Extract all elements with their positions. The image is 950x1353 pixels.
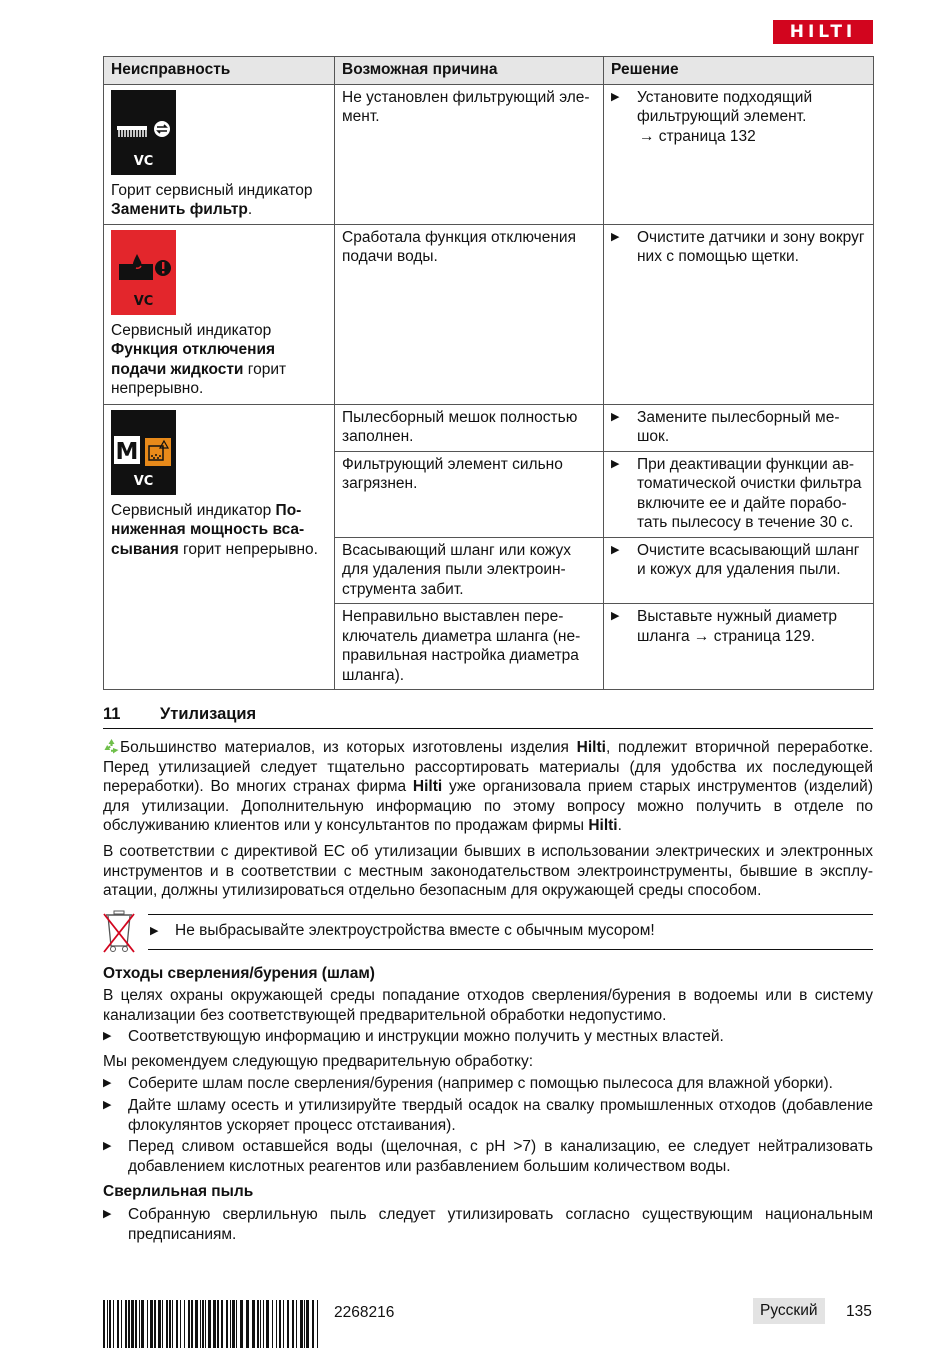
- bullet-icon: ▶: [611, 90, 620, 103]
- barcode-bar: [131, 1300, 134, 1348]
- bullet-icon: ▶: [150, 925, 159, 937]
- recycle-icon: [103, 738, 120, 755]
- barcode-bar: [312, 1300, 314, 1348]
- section-heading: [103, 705, 873, 729]
- barcode-bar: [283, 1300, 284, 1348]
- barcode-bar: [208, 1300, 211, 1348]
- page-number: 135: [846, 1303, 872, 1320]
- table-row: [104, 84, 874, 224]
- barcode-bar: [128, 1300, 130, 1348]
- barcode-bar: [205, 1300, 206, 1348]
- barcode-bar: [169, 1300, 171, 1348]
- warning-text: Не выбрасывайте электроустройства вместе с обычным мусором!: [175, 922, 655, 939]
- barcode-bar: [166, 1300, 168, 1348]
- document-code: 2268216: [334, 1304, 395, 1321]
- drilling-waste-paragraph: В целях охраны окружающей среды попадание отходов сверления/бурения в водоемы или в систему канализации без соответствующей предварительной обработки недопустимо.: [103, 987, 873, 1024]
- section-number: 11: [103, 705, 121, 723]
- fault-cell: [104, 84, 335, 224]
- subheading-drill-dust: Сверлильная пыль: [103, 1183, 254, 1200]
- barcode-bar: [121, 1300, 122, 1348]
- barcode-bar: [260, 1300, 261, 1348]
- barcode-bar: [202, 1300, 204, 1348]
- barcode-bar: [257, 1300, 259, 1348]
- fault-cell: [104, 224, 335, 404]
- header-fault: Неисправность: [104, 57, 335, 85]
- cause-cell: Фильтрующий элемент сильно загрязнен.: [335, 451, 604, 537]
- waste-bin-icon: [102, 910, 136, 954]
- bullet-icon: ▶: [103, 1208, 112, 1220]
- barcode-bar: [232, 1300, 235, 1348]
- solution-cell: ▶ Замените пылесборный ме-шок.: [604, 404, 874, 451]
- barcode-bar: [252, 1300, 255, 1348]
- barcode-bar: [191, 1300, 193, 1348]
- cause-cell: Сработала функция отключения подачи воды.: [335, 224, 604, 404]
- barcode-bar: [125, 1300, 127, 1348]
- barcode-bar: [296, 1300, 297, 1348]
- bullet-icon: ▶: [103, 1140, 112, 1152]
- barcode-bar: [180, 1300, 181, 1348]
- cause-cell: Неправильно выставлен пере-ключатель диаметра шланга (не-правильная настройка диаметра шланга).: [335, 604, 604, 690]
- hilti-logo: HILTI: [773, 20, 873, 44]
- barcode-bar: [176, 1300, 178, 1348]
- barcode-bar: [276, 1300, 277, 1348]
- cause-cell: Всасывающий шланг или кожух для удаления пыли электроин-струмента забит.: [335, 537, 604, 604]
- bullet-icon: ▶: [103, 1099, 112, 1111]
- table-row: [104, 404, 874, 451]
- water-shutoff-icon: VC: [111, 230, 176, 315]
- bullet-icon: ▶: [611, 610, 620, 622]
- barcode: [103, 1300, 323, 1348]
- barcode-bar: [279, 1300, 281, 1348]
- barcode-bar: [213, 1300, 216, 1348]
- filter-replace-icon: VC: [111, 90, 176, 175]
- bullet-icon: ▶: [103, 1030, 112, 1042]
- barcode-bar: [300, 1300, 303, 1348]
- barcode-bar: [184, 1300, 185, 1348]
- fault-text: Горит сервисный индикатор Заменить фильтр.: [111, 181, 313, 218]
- solution-cell: ▶ Выставьте нужный диаметр шланга → страница 129.: [604, 604, 874, 690]
- barcode-bar: [107, 1300, 108, 1348]
- list-item: ▶ Собранную сверлильную пыль следует утилизировать согласно существующим национальным предписаниям.: [103, 1206, 873, 1243]
- barcode-bar: [317, 1300, 318, 1348]
- cause-cell: Пылесборный мешок полностью заполнен.: [335, 404, 604, 451]
- fault-cell: [104, 404, 335, 690]
- barcode-bar: [217, 1300, 219, 1348]
- bullet-icon: ▶: [611, 410, 620, 423]
- fault-text: Сервисный индикатор Функция отключения подачи жидкости горит непрерывно.: [111, 321, 287, 397]
- barcode-bar: [306, 1300, 309, 1348]
- warning-box: [148, 914, 873, 950]
- solution-cell: ▶ Установите подходящий фильтрующий элемент. → страница 132: [604, 84, 874, 224]
- recycling-paragraph: Большинство материалов, из которых изготовлены изделия Hilti, подлежит вторичной переработке. Перед утилизацией следует тщательно рассортировать материалы (для удобства их последующей переработки). Во многих странах фирма Hilti уже организовала прием старых инструментов (изделий) для утилизации. Дополнительную информацию по этому вопросу можно получить в отделе по обслуживанию клиентов или у консультантов по продажам фирмы Hilti.: [103, 739, 873, 834]
- svg-text:M: M: [115, 438, 139, 465]
- barcode-bar: [117, 1300, 119, 1348]
- directive-paragraph: В соответствии с директивой ЕС об утилизации бывших в использовании электрических и электронных инструментов и в соответствии с местным законодательством электроинструменты, бывшие в эксплу-атации, должны утилизироваться отдельно безопасным для окружающей среды способом.: [103, 843, 873, 899]
- barcode-bar: [139, 1300, 140, 1348]
- barcode-bar: [221, 1300, 223, 1348]
- barcode-bar: [287, 1300, 289, 1348]
- barcode-bar: [158, 1300, 161, 1348]
- barcode-bar: [263, 1300, 264, 1348]
- barcode-bar: [226, 1300, 228, 1348]
- section-title: Утилизация: [160, 705, 257, 723]
- header-solution: Решение: [604, 57, 874, 85]
- list-item: ▶ Соответствующую информацию и инструкции можно получить у местных властей.: [103, 1028, 724, 1045]
- barcode-bar: [236, 1300, 237, 1348]
- solution-cell: ▶ При деактивации функции ав-томатической очистки фильтра включите ее и дайте порабо-тать пылесосу в течение 30 с.: [604, 451, 874, 537]
- bullet-icon: ▶: [611, 543, 620, 556]
- list-item: ▶ Дайте шламу осесть и утилизируйте твердый осадок на свалку промышленных отходов (добавление флокулянтов ускоряет процесс отстаивания).: [103, 1097, 873, 1134]
- barcode-bar: [240, 1300, 243, 1348]
- barcode-bar: [103, 1300, 105, 1348]
- list-item: ▶ Соберите шлам после сверления/бурения (например с помощью пылесоса для влажной уборки).: [103, 1075, 833, 1092]
- barcode-bar: [150, 1300, 153, 1348]
- header-cause: Возможная причина: [335, 57, 604, 85]
- table-header-row: [104, 57, 874, 85]
- table-row: [104, 224, 874, 404]
- bullet-icon: ▶: [611, 230, 620, 243]
- bullet-icon: ▶: [611, 457, 620, 470]
- barcode-bar: [172, 1300, 173, 1348]
- reduced-suction-icon: M VC: [111, 410, 176, 495]
- subheading-drilling-waste: Отходы сверления/бурения (шлам): [103, 965, 375, 982]
- barcode-bar: [195, 1300, 198, 1348]
- cause-cell: Не установлен фильтрующий эле-мент.: [335, 84, 604, 224]
- barcode-bar: [147, 1300, 148, 1348]
- barcode-bar: [266, 1300, 269, 1348]
- barcode-bar: [135, 1300, 137, 1348]
- barcode-bar: [246, 1300, 249, 1348]
- barcode-bar: [292, 1300, 294, 1348]
- bullet-icon: ▶: [103, 1077, 112, 1089]
- barcode-bar: [141, 1300, 144, 1348]
- barcode-bar: [154, 1300, 156, 1348]
- barcode-bar: [162, 1300, 163, 1348]
- barcode-bar: [304, 1300, 305, 1348]
- barcode-bar: [113, 1300, 114, 1348]
- language-label: Русский: [753, 1298, 825, 1324]
- solution-cell: ▶ Очистите датчики и зону вокруг них с помощью щетки.: [604, 224, 874, 404]
- recommendation-paragraph: Мы рекомендуем следующую предварительную обработку:: [103, 1053, 534, 1070]
- barcode-bar: [200, 1300, 201, 1348]
- list-item: ▶ Перед сливом оставшейся воды (щелочная, с pH >7) в канализацию, ее следует нейтрализовать добавлением кислотных реагентов или разбавлением большим количеством воды.: [103, 1138, 873, 1175]
- barcode-bar: [272, 1300, 273, 1348]
- fault-text: Сервисный индикатор По-ниженная мощность вса-сывания горит непрерывно.: [111, 501, 318, 558]
- barcode-bar: [188, 1300, 190, 1348]
- solution-cell: ▶ Очистите всасывающий шланг и кожух для удаления пыли.: [604, 537, 874, 604]
- barcode-bar: [230, 1300, 231, 1348]
- barcode-bar: [109, 1300, 111, 1348]
- fault-table: [103, 56, 874, 690]
